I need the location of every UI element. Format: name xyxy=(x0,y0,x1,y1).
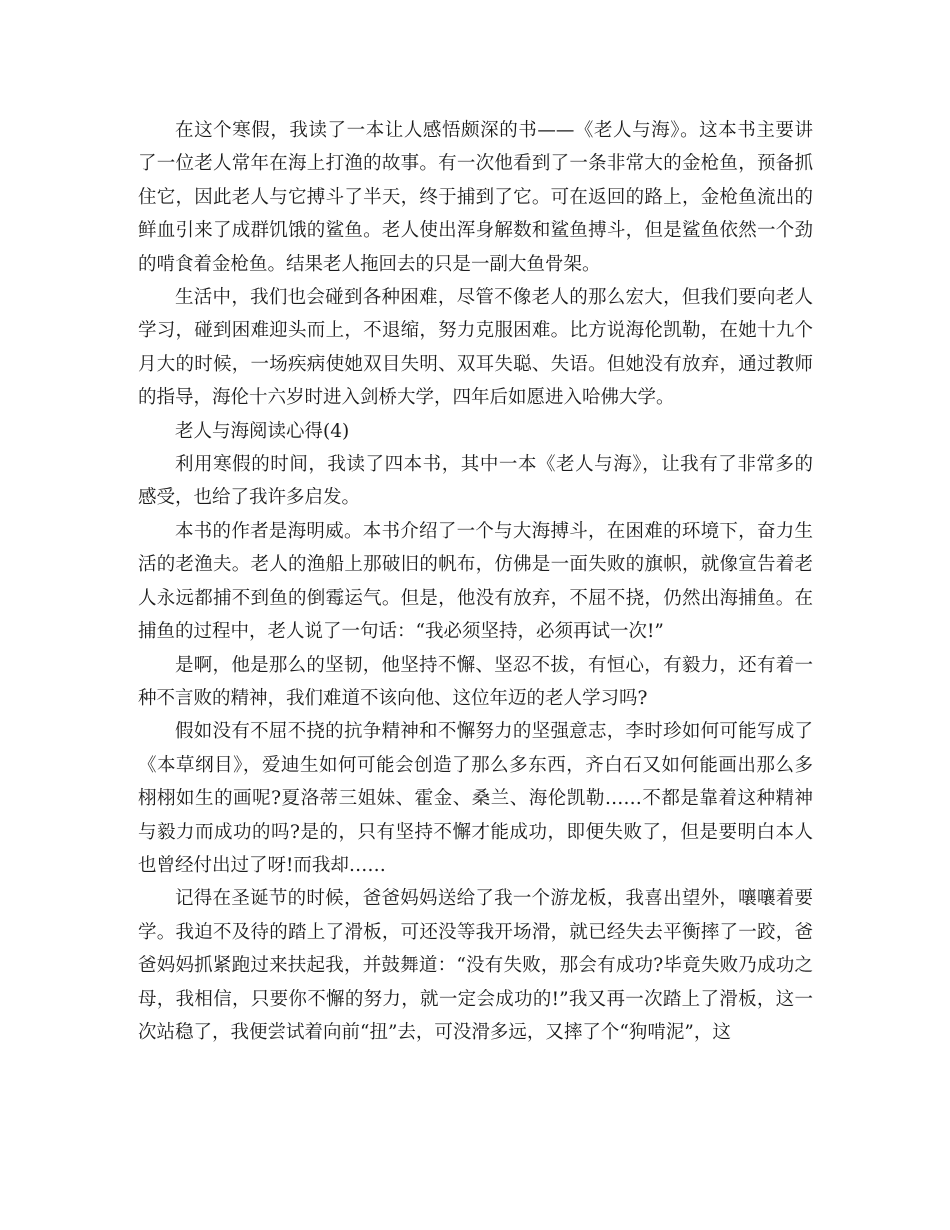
paragraph-3: 利用寒假的时间，我读了四本书，其中一本《老人与海》，让我有了非常多的感受，也给了我许多启发。 xyxy=(138,454,813,509)
paragraph-2: 生活中，我们也会碰到各种困难，尽管不像老人的那么宏大，但我们要向老人学习，碰到困难迎头而上，不退缩，努力克服困难。比方说海伦凯勒，在她十九个月大的时候，一场疾病使她双目失明、双耳失聪、失语。但她没有放弃，通过教师的指导，海伦十六岁时进入剑桥大学，四年后如愿进入哈佛大学。 xyxy=(138,287,813,409)
paragraph-5: 是啊，他是那么的坚韧，他坚持不懈、坚忍不拔，有恒心，有毅力，还有着一种不言败的精神，我们难道不该向他、这位年迈的老人学习吗? xyxy=(138,654,813,709)
paragraph-4: 本书的作者是海明威。本书介绍了一个与大海搏斗，在困难的环境下，奋力生活的老渔夫。老人的渔船上那破旧的帆布，仿佛是一面失败的旗帜，就像宣告着老人永远都捕不到鱼的倒霉运气。但是，他没有放弃，不屈不挠，仍然出海捕鱼。在捕鱼的过程中，老人说了一句话：“我必须坚持，必须再试一次!” xyxy=(138,520,813,643)
paragraph-6: 假如没有不屈不挠的抗争精神和不懈努力的坚强意志，李时珍如何可能写成了《本草纲目》，爱迪生如何可能会创造了那么多东西，齐白石又如何能画出那么多栩栩如生的画呢?夏洛蒂三姐妹、霍金、桑兰、海伦凯勒……不都是靠着这种精神与毅力而成功的吗?是的，只有坚持不懈才能成功，即便失败了，但是要明白本人也曾经付出过了呀!而我却…… xyxy=(138,721,813,876)
paragraph-1: 在这个寒假，我读了一本让人感悟颇深的书——《老人与海》。这本书主要讲了一位老人常年在海上打渔的故事。有一次他看到了一条非常大的金枪鱼，预备抓住它，因此老人与它搏斗了半天，终于捕到了它。可在返回的路上，金枪鱼流出的鲜血引来了成群饥饿的鲨鱼。老人使出浑身解数和鲨鱼搏斗，但是鲨鱼依然一个劲的啃食着金枪鱼。结果老人拖回去的只是一副大鱼骨架。 xyxy=(138,120,813,275)
paragraph-7: 记得在圣诞节的时候，爸爸妈妈送给了我一个游龙板，我喜出望外，嚷嚷着要学。我迫不及待的踏上了滑板，可还没等我开场滑，就已经失去平衡摔了一跤，爸爸妈妈抓紧跑过来扶起我，并鼓舞道：“没有失败，那会有成功?毕竟失败乃成功之母，我相信，只要你不懈的努力，就一定会成功的!”我又再一次踏上了滑板，这一次站稳了，我便尝试着向前“扭”去，可没滑多远，又摔了个“狗啃泥”，这 xyxy=(138,888,813,1043)
section-heading: 老人与海阅读心得(4) xyxy=(175,420,350,442)
document-body xyxy=(138,114,813,1049)
